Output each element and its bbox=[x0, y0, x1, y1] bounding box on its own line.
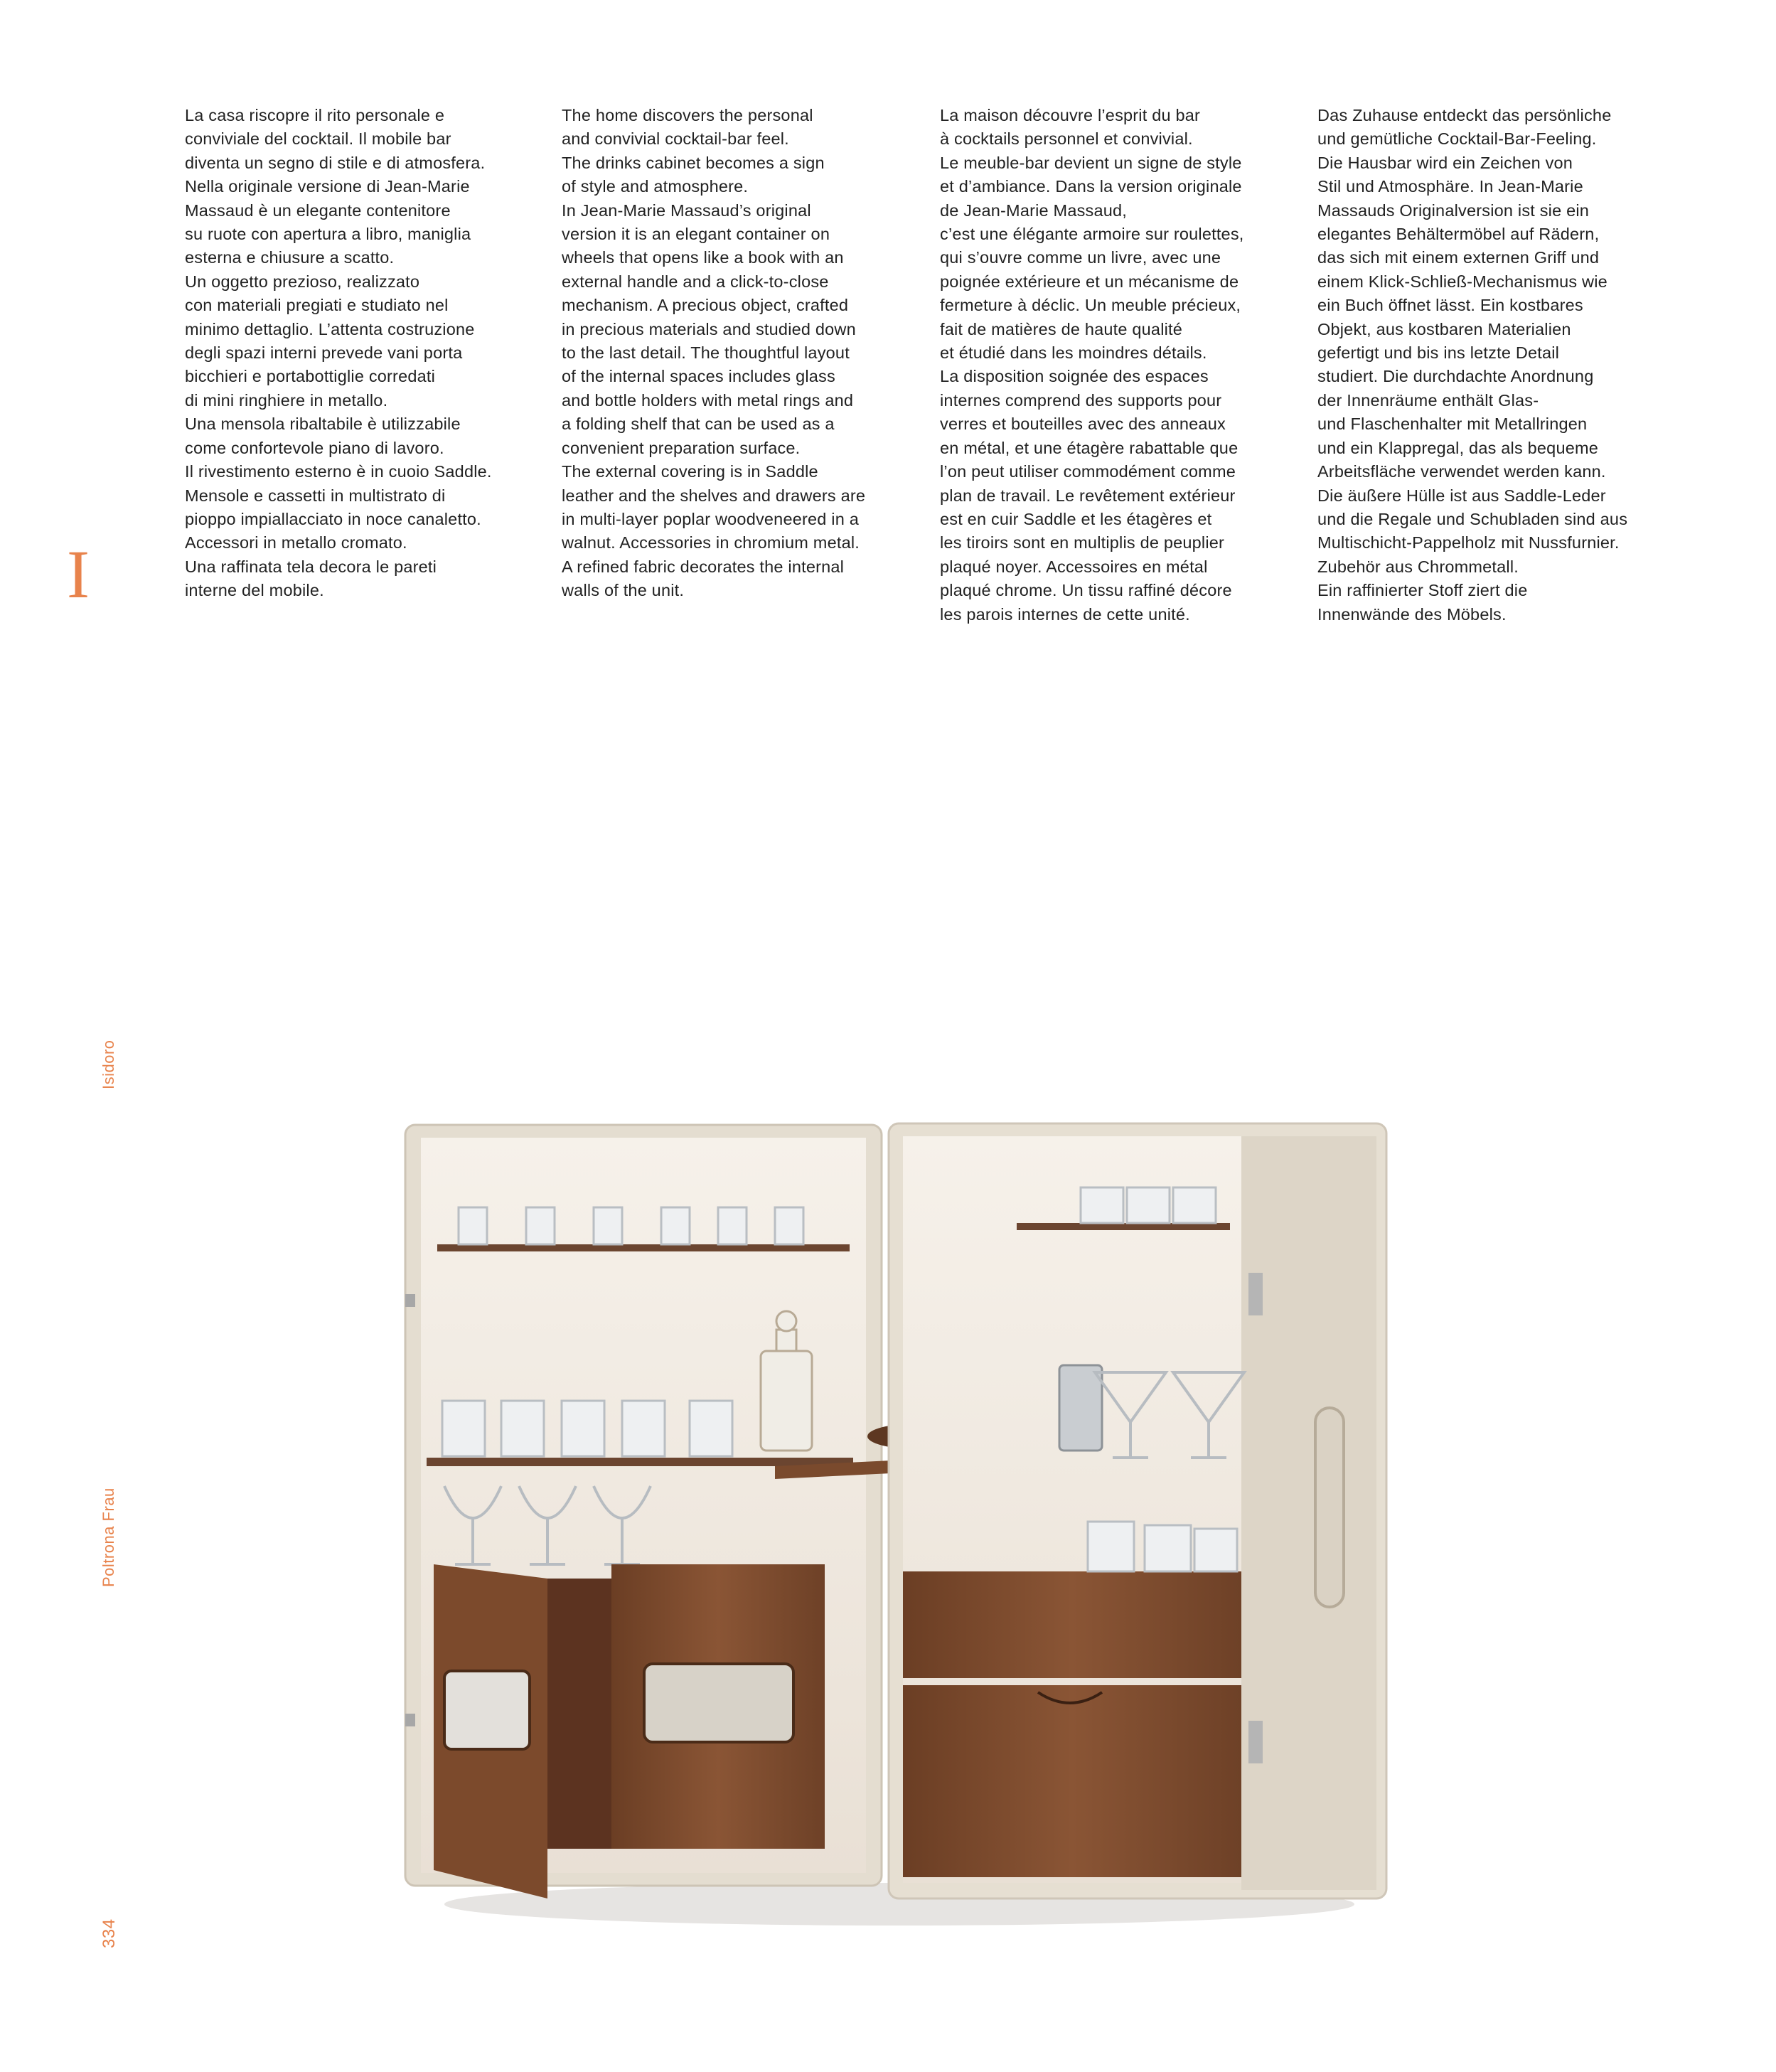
text-line: qui s’ouvre comme un livre, avec une bbox=[940, 248, 1221, 267]
text-line: walnut. Accessories in chromium metal. bbox=[562, 533, 860, 552]
tumbler-glasses-drawer bbox=[1088, 1522, 1237, 1571]
text-line: est en cuir Saddle et les étagères et bbox=[940, 509, 1212, 528]
text-line: La maison découvre l’esprit du bar bbox=[940, 106, 1201, 124]
text-line: wheels that opens like a book with an bbox=[562, 248, 844, 267]
text-line: Una raffinata tela decora le pareti bbox=[185, 557, 437, 576]
text-line: internes comprend des supports pour bbox=[940, 390, 1222, 410]
text-line: und ein Klappregal, das als bequeme bbox=[1317, 438, 1599, 457]
text-line: Das Zuhause entdeckt das persönliche bbox=[1317, 106, 1612, 124]
text-line: gefertigt und bis ins letzte Detail bbox=[1317, 343, 1560, 363]
text-line: of the internal spaces includes glass bbox=[562, 367, 835, 386]
text-line: Die äußere Hülle ist aus Saddle-Leder bbox=[1317, 486, 1606, 505]
text-line: convenient preparation surface. bbox=[562, 438, 801, 457]
text-line: diventa un segno di stile e di atmosfera. bbox=[185, 153, 486, 172]
right-door bbox=[889, 1123, 1386, 1899]
french-text-column bbox=[940, 104, 1288, 626]
text-line: und Flaschenhalter mit Metallringen bbox=[1317, 415, 1588, 434]
text-line: to the last detail. The thoughtful layout bbox=[562, 343, 850, 363]
text-line: einem Klick-Schließ-Mechanismus wie bbox=[1317, 272, 1608, 291]
text-line: Zubehör aus Chrommetall. bbox=[1317, 557, 1519, 576]
text-line: degli spazi interni prevede vani porta bbox=[185, 343, 463, 363]
text-line: and bottle holders with metal rings and bbox=[562, 390, 854, 410]
text-line: Mensole e cassetti in multistrato di bbox=[185, 486, 446, 505]
text-line: poignée extérieure et un mécanisme de bbox=[940, 272, 1239, 291]
text-line: conviviale del cocktail. Il mobile bar bbox=[185, 129, 451, 149]
italian-text-column bbox=[185, 104, 533, 603]
text-line: l’on peut utiliser commodément comme bbox=[940, 462, 1236, 481]
text-line: a folding shelf that can be used as a bbox=[562, 415, 835, 434]
text-line: à cocktails personnel et convivial. bbox=[940, 129, 1193, 149]
left-door bbox=[405, 1125, 882, 1899]
text-line: Massaud è un elegante contenitore bbox=[185, 201, 451, 220]
text-line: fait de matières de haute qualité bbox=[940, 319, 1183, 338]
cabinet-side-panel bbox=[1241, 1136, 1376, 1890]
text-line: leather and the shelves and drawers are bbox=[562, 486, 866, 505]
cabinet-illustration bbox=[377, 1102, 1408, 1955]
text-line: Accessori in metallo cromato. bbox=[185, 533, 407, 552]
text-line: en métal, et une étagère rabattable que bbox=[940, 438, 1239, 457]
text-line: das sich mit einem externen Griff und bbox=[1317, 248, 1600, 267]
text-line: Il rivestimento esterno è in cuoio Saddle. bbox=[185, 462, 492, 481]
text-line: Nella originale versione di Jean-Marie bbox=[185, 177, 470, 196]
text-line: interne del mobile. bbox=[185, 581, 324, 600]
text-line: Arbeitsfläche verwendet werden kann. bbox=[1317, 462, 1606, 481]
english-text-column bbox=[562, 104, 910, 603]
text-line: fermeture à déclic. Un meuble précieux, bbox=[940, 296, 1241, 315]
text-line: Multischicht-Pappelholz mit Nussfurnier. bbox=[1317, 533, 1620, 552]
german-text-column bbox=[1317, 104, 1666, 626]
text-line: mechanism. A precious object, crafted bbox=[562, 296, 849, 315]
tumbler-glasses-middle-left bbox=[442, 1401, 732, 1456]
text-line: The external covering is in Saddle bbox=[562, 462, 818, 481]
text-line: external handle and a click-to-close bbox=[562, 272, 829, 291]
text-line: der Innenräume enthält Glas- bbox=[1317, 390, 1539, 410]
text-line: A refined fabric decorates the internal bbox=[562, 557, 845, 576]
text-line: bicchieri e portabottiglie corredati bbox=[185, 367, 436, 386]
text-line: Le meuble-bar devient un signe de style bbox=[940, 153, 1242, 172]
text-line: Ein raffinierter Stoff ziert die bbox=[1317, 581, 1528, 600]
text-line: studiert. Die durchdachte Anordnung bbox=[1317, 367, 1594, 386]
text-line: et d’ambiance. Dans la version originale bbox=[940, 177, 1242, 196]
text-line: Una mensola ribaltabile è utilizzabile bbox=[185, 415, 461, 434]
text-line: su ruote con apertura a libro, maniglia bbox=[185, 225, 471, 244]
text-line: Innenwände des Möbels. bbox=[1317, 604, 1507, 624]
text-line: pioppo impiallacciato in noce canaletto. bbox=[185, 509, 481, 528]
isidoro-bar-cabinet-photo bbox=[377, 1102, 1408, 1955]
text-line: c’est une élégante armoire sur roulettes, bbox=[940, 225, 1244, 244]
text-line: de Jean-Marie Massaud, bbox=[940, 201, 1128, 220]
hinge bbox=[405, 1294, 415, 1307]
text-line: minimo dettaglio. L’attenta costruzione bbox=[185, 319, 475, 338]
compartment-window bbox=[644, 1664, 793, 1742]
chapter-letter: I bbox=[67, 536, 90, 612]
external-handle bbox=[1315, 1408, 1344, 1607]
text-line: Stil und Atmosphäre. In Jean-Marie bbox=[1317, 177, 1583, 196]
text-line: Die Hausbar wird ein Zeichen von bbox=[1317, 153, 1573, 172]
text-line: come confortevole piano di lavoro. bbox=[185, 438, 444, 457]
hinge bbox=[405, 1714, 415, 1726]
text-line: Objekt, aus kostbaren Materialien bbox=[1317, 319, 1571, 338]
text-line: La disposition soignée des espaces bbox=[940, 367, 1209, 386]
lower-drawer bbox=[903, 1685, 1241, 1877]
text-line: version it is an elegant container on bbox=[562, 225, 830, 244]
lock bbox=[1248, 1721, 1263, 1763]
cocktail-shaker bbox=[1059, 1365, 1102, 1451]
brand-name-label: Poltrona Frau bbox=[100, 1488, 117, 1587]
text-line: In Jean-Marie Massaud’s original bbox=[562, 201, 811, 220]
text-line: The drinks cabinet becomes a sign bbox=[562, 153, 825, 172]
text-line: walls of the unit. bbox=[562, 581, 685, 600]
text-line: und die Regale und Schubladen sind aus bbox=[1317, 509, 1628, 528]
text-line: in multi-layer poplar woodveneered in a bbox=[562, 509, 859, 528]
text-line: Un oggetto prezioso, realizzato bbox=[185, 272, 420, 291]
text-line: verres et bouteilles avec des anneaux bbox=[940, 415, 1226, 434]
text-line: of style and atmosphere. bbox=[562, 177, 749, 196]
middle-left-shelf bbox=[427, 1458, 853, 1466]
text-line: Massauds Originalversion ist sie ein bbox=[1317, 201, 1590, 220]
text-line: les tiroirs sont en multiplis de peuplier bbox=[940, 533, 1225, 552]
upper-drawer bbox=[903, 1571, 1241, 1678]
product-name-label: Isidoro bbox=[100, 1040, 117, 1089]
text-line: and convivial cocktail-bar feel. bbox=[562, 129, 789, 149]
lock bbox=[1248, 1273, 1263, 1315]
text-line: The home discovers the personal bbox=[562, 106, 813, 124]
text-line: und gemütliche Cocktail-Bar-Feeling. bbox=[1317, 129, 1597, 149]
text-line: La casa riscopre il rito personale e bbox=[185, 106, 445, 124]
text-line: elegantes Behältermöbel auf Rädern, bbox=[1317, 225, 1600, 244]
page-number: 334 bbox=[100, 1918, 119, 1948]
text-line: les parois internes de cette unité. bbox=[940, 604, 1190, 624]
text-line: esterna e chiusure a scatto. bbox=[185, 248, 395, 267]
text-line: con materiali pregiati e studiato nel bbox=[185, 296, 449, 315]
text-line: plaqué noyer. Accessoires en métal bbox=[940, 557, 1208, 576]
text-line: ein Buch öffnet lässt. Ein kostbares bbox=[1317, 296, 1583, 315]
text-line: di mini ringhiere in metallo. bbox=[185, 390, 388, 410]
text-line: plan de travail. Le revêtement extérieur bbox=[940, 486, 1236, 505]
text-line: et étudié dans les moindres détails. bbox=[940, 343, 1207, 363]
text-line: plaqué chrome. Un tissu raffiné décore bbox=[940, 581, 1232, 600]
text-line: in precious materials and studied down bbox=[562, 319, 856, 338]
tumbler-glasses-top-right bbox=[1081, 1187, 1216, 1223]
